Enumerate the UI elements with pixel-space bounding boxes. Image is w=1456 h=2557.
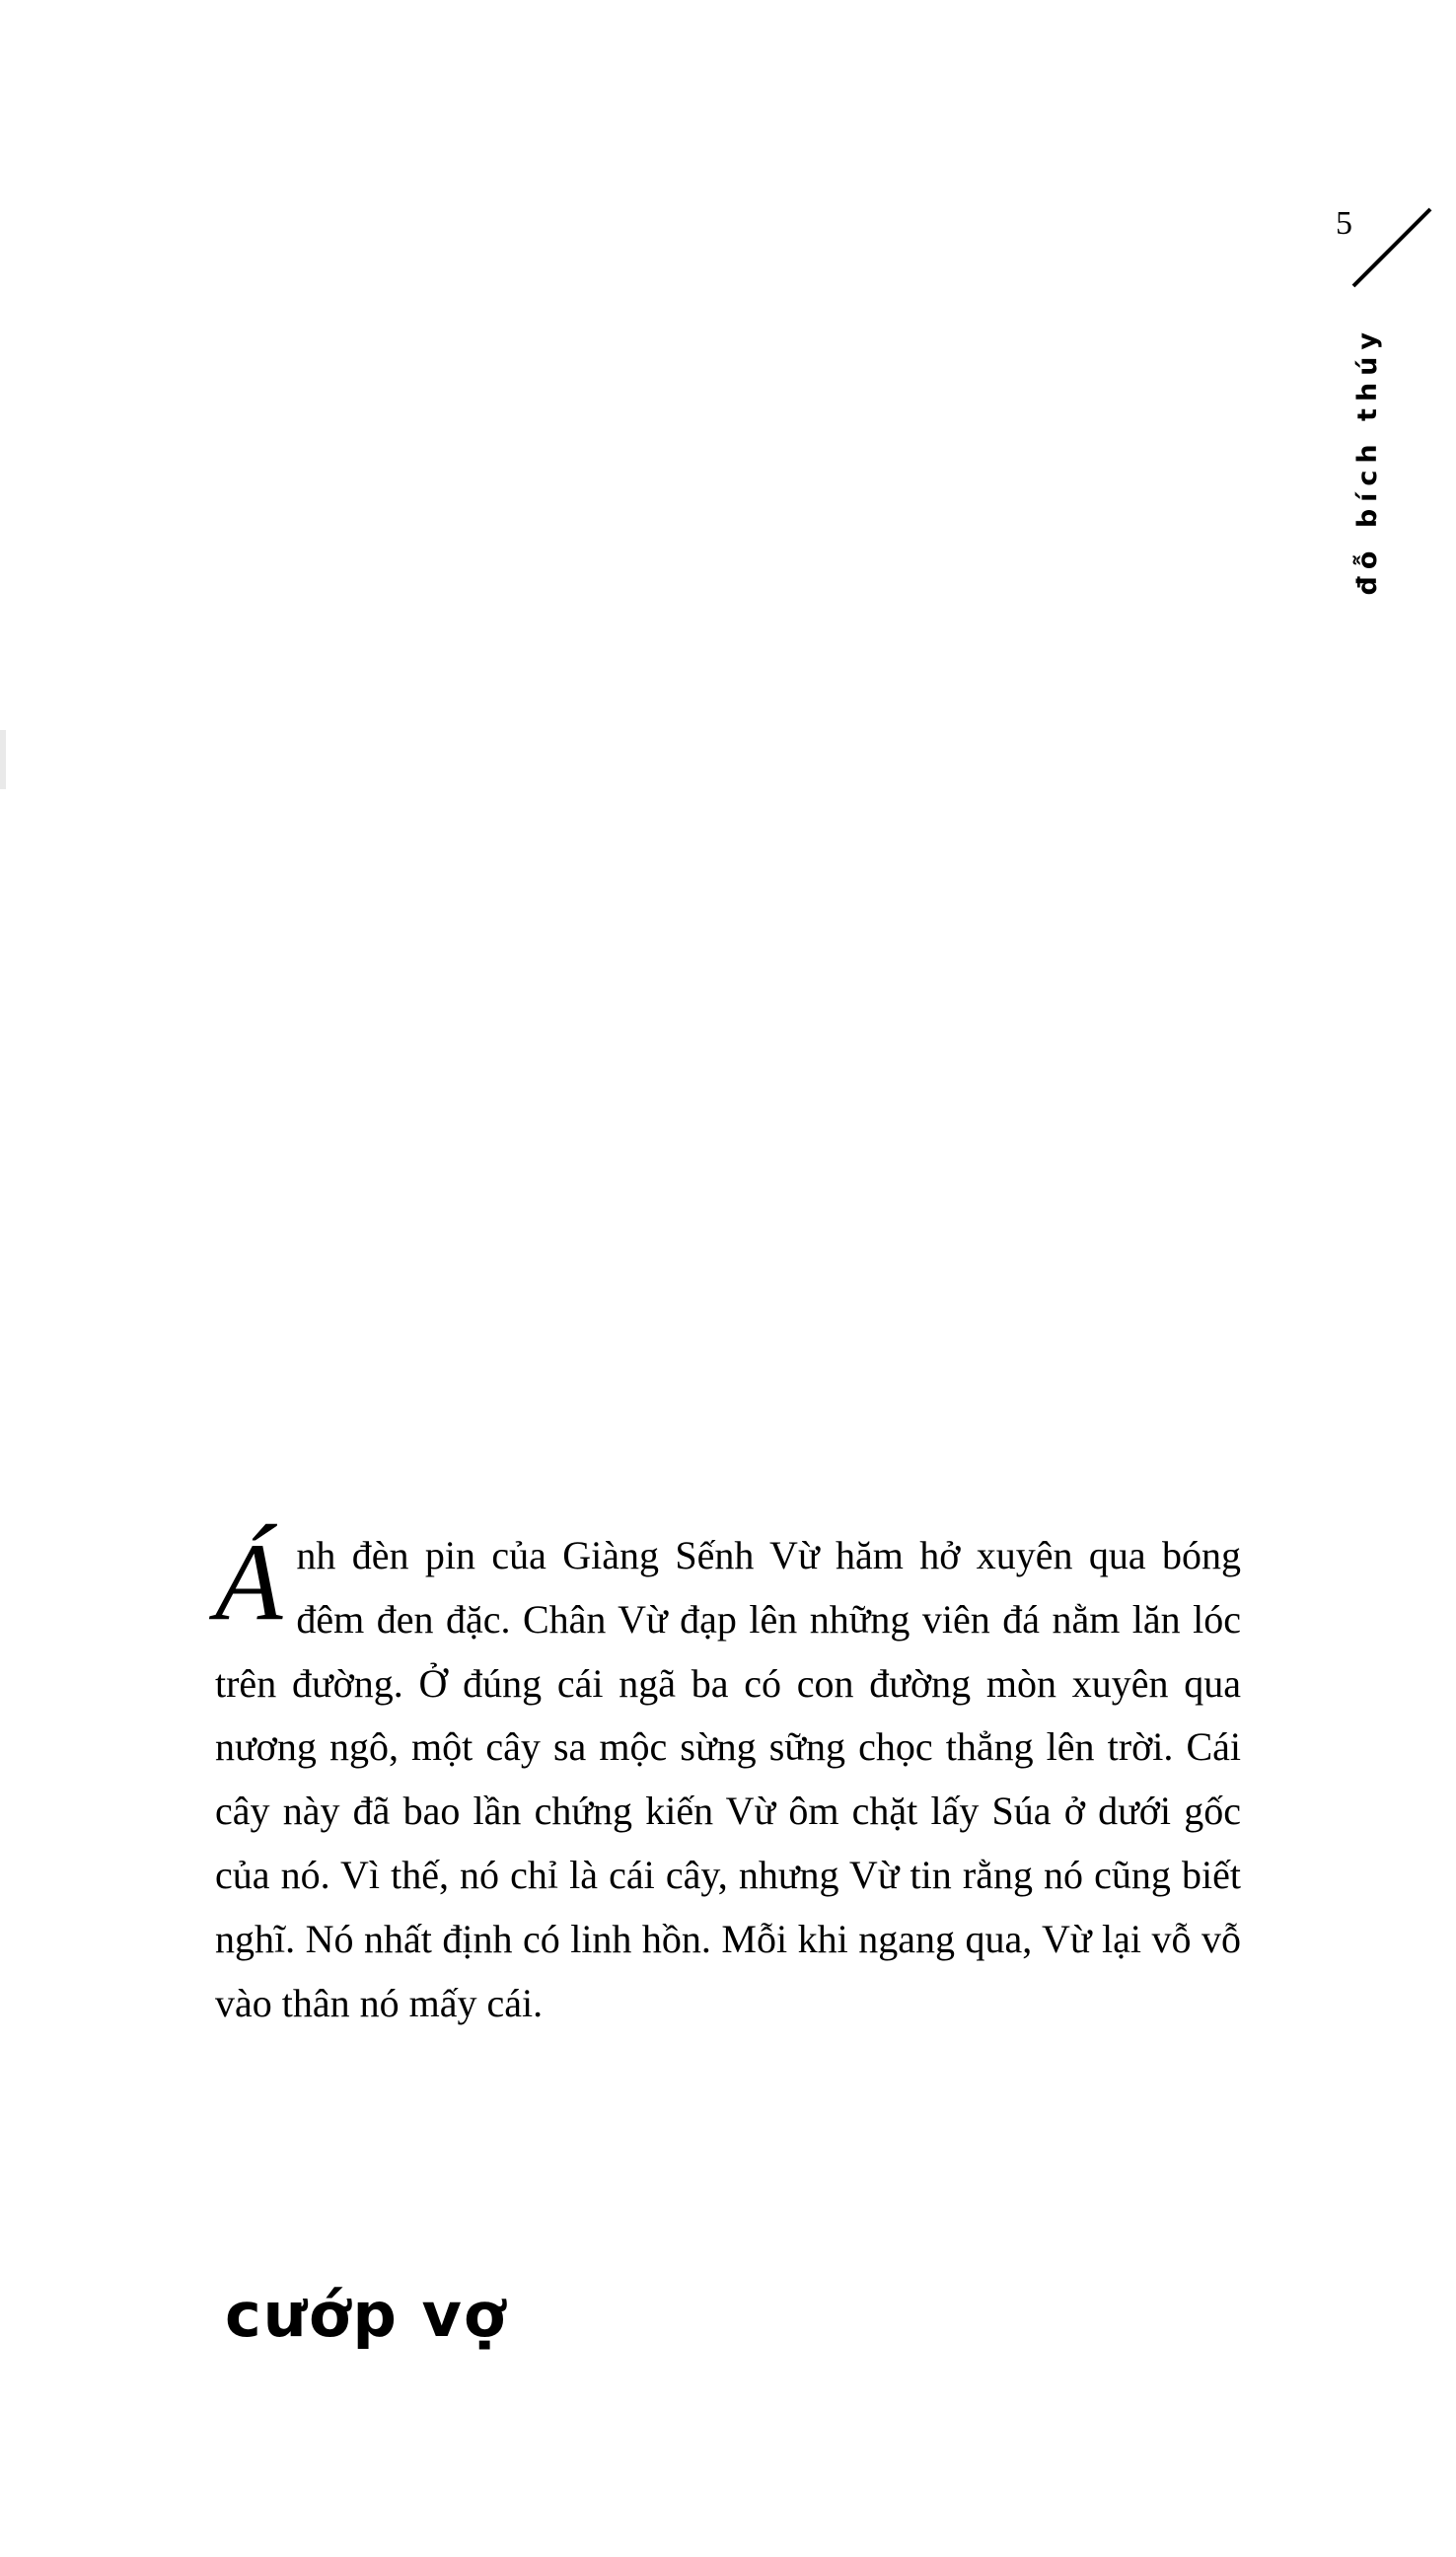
drop-cap: Á (215, 1521, 283, 1644)
diagonal-line-icon (1347, 205, 1436, 294)
running-head-author-label: đỗ bích thúy (1351, 326, 1383, 596)
body-paragraph-text: nh đèn pin của Giàng Sếnh Vừ hăm hở xuyên qua bóng đêm đen đặc. Chân Vừ đạp lên những viên đá nằm lăn lóc trên đường. Ở đúng cái ngã ba có con đường mòn xuyên qua nương ngô, một cây sa mộc sừng sững chọc thẳng lên trời. Cái cây này đã bao lần chứng kiến Vừ ôm chặt lấy Súa ở dưới gốc của nó. Vì thế, nó chỉ là cái cây, nhưng Vừ tin rằng nó cũng biết nghĩ. Nó nhất định có linh hồn. Mỗi khi ngang qua, Vừ lại vỗ vỗ vào thân nó mấy cái. (215, 1533, 1241, 2025)
running-head-author (1338, 326, 1397, 740)
page-number: 5 (1336, 205, 1352, 242)
section-heading: cướp vợ (225, 2279, 508, 2351)
body-paragraph (215, 1521, 1241, 2035)
body-text-block (215, 1521, 1241, 2035)
page-edge-artifact (0, 730, 6, 789)
